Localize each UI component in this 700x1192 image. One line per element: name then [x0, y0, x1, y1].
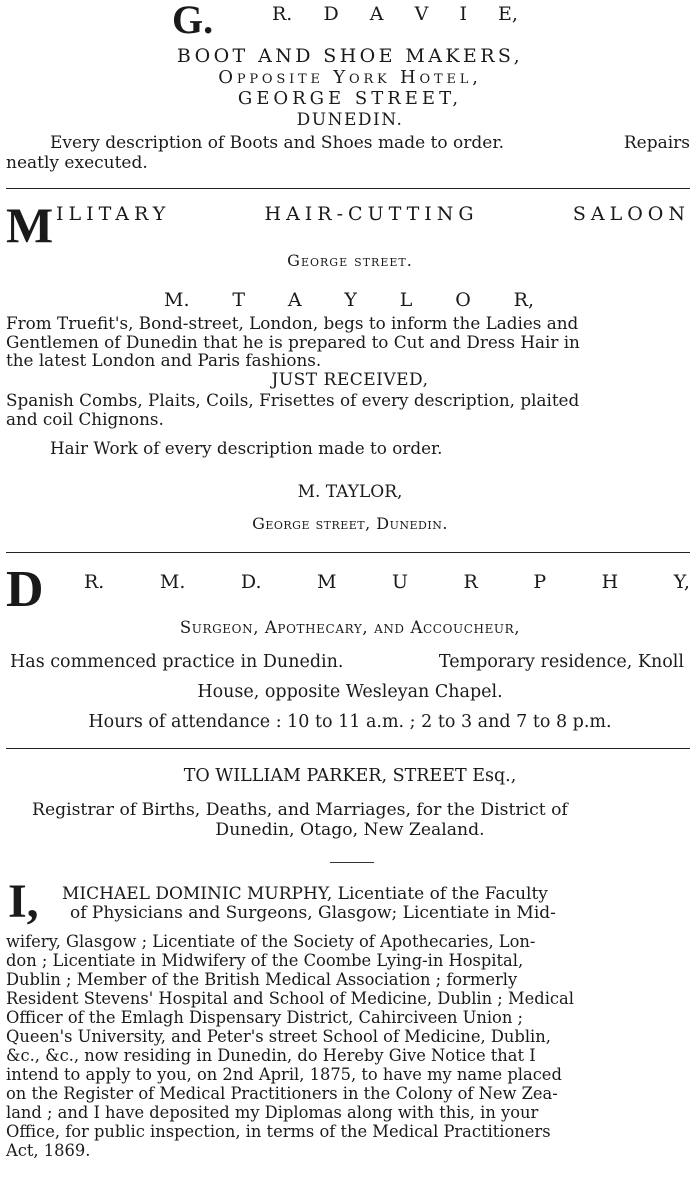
davie-trade: BOOT AND SHOE MAKERS,: [176, 45, 524, 67]
taylor-heading: ILITARY HAIR-CUTTING SALOON: [56, 203, 690, 225]
notice-addressee: TO WILLIAM PARKER, STREET Esq.,: [183, 766, 517, 786]
notice-line-4: don ; Licentiate in Midwifery of the Coombe Lying-in Hospital,: [6, 951, 524, 970]
notice-line-14: Act, 1869.: [6, 1141, 91, 1160]
taylor-para2-line2: and coil Chignons.: [6, 409, 164, 429]
drop-initial-i: I,: [8, 875, 39, 928]
ad-murphy: [0, 556, 700, 748]
murphy-titles: Surgeon, Apothecary, and Accoucheur,: [179, 618, 521, 637]
taylor-name: M. T A Y L O R,: [164, 289, 534, 311]
davie-location: Opposite York Hotel,: [218, 67, 482, 88]
ad-davie: [0, 0, 700, 185]
notice-registrar-line1: Registrar of Births, Deaths, and Marriages, for the District of: [32, 800, 568, 820]
notice-line-13: Office, for public inspection, in terms of the Medical Practitioners: [6, 1122, 551, 1141]
davie-body-line2: neatly executed.: [6, 153, 148, 173]
davie-body-line1: Every description of Boots and Shoes made to order. Repairs: [50, 133, 690, 153]
notice-line-2: of Physicians and Surgeons, Glasgow; Licentiate in Mid-: [70, 903, 556, 923]
notice-registrar-line2: Dunedin, Otago, New Zealand.: [215, 820, 485, 840]
notice-line-10: intend to apply to you, on 2nd April, 1875, to have my name placed: [6, 1065, 562, 1084]
divider: [6, 552, 690, 553]
taylor-para1-line1: From Truefit's, Bond-street, London, begs to inform the Ladies and: [6, 313, 579, 333]
davie-street: GEORGE STREET,: [237, 88, 463, 109]
taylor-para2-line1: Spanish Combs, Plaits, Coils, Frisettes of every description, plaited: [6, 390, 580, 410]
taylor-just-received: JUST RECEIVED,: [271, 370, 429, 390]
taylor-para1-line2: Gentlemen of Dunedin that he is prepared to Cut and Dress Hair in: [6, 332, 580, 352]
divider: [6, 188, 690, 189]
murphy-name: R. M. D. M U R P H Y,: [84, 571, 690, 593]
ad-taylor: [0, 190, 700, 548]
notice-line-3: wifery, Glasgow ; Licentiate of the Society of Apothecaries, Lon-: [6, 932, 536, 951]
taylor-hair-work: Hair Work of every description made to order.: [50, 438, 443, 458]
drop-initial-d: D: [6, 561, 44, 618]
notice-line-6: Resident Stevens' Hospital and School of Medicine, Dublin ; Medical: [6, 989, 574, 1008]
murphy-line1: Has commenced practice in Dunedin. Temporary residence, Knoll: [10, 652, 684, 672]
notice-line-1: MICHAEL DOMINIC MURPHY, Licentiate of the Faculty: [62, 884, 548, 904]
notice-line-11: on the Register of Medical Practitioners in the Colony of New Zea-: [6, 1084, 558, 1103]
drop-initial-g: G.: [172, 0, 214, 42]
taylor-para1-line3: the latest London and Paris fashions.: [6, 350, 322, 370]
notice-line-12: land ; and I have deposited my Diplomas along with this, in your: [6, 1103, 539, 1122]
davie-city: DUNEDIN.: [296, 110, 404, 130]
notice-line-8: Queen's University, and Peter's street School of Medicine, Dublin,: [6, 1027, 551, 1046]
divider: [6, 748, 690, 749]
drop-initial-m: M: [6, 197, 54, 253]
taylor-signature: M. TAYLOR,: [297, 482, 403, 502]
taylor-street: George street.: [287, 251, 413, 270]
ad-registrar-notice: [0, 752, 700, 1192]
notice-line-9: &c., &c., now residing in Dunedin, do Hereby Give Notice that I: [6, 1046, 536, 1065]
notice-line-7: Officer of the Emlagh Dispensary District, Cahirciveen Union ;: [6, 1008, 523, 1027]
davie-name: R. D A V I E,: [272, 3, 518, 25]
taylor-address: George street, Dunedin.: [252, 514, 448, 533]
notice-line-5: Dublin ; Member of the British Medical Association ; formerly: [6, 970, 518, 989]
short-divider: [330, 862, 374, 863]
murphy-line2: House, opposite Wesleyan Chapel.: [197, 682, 503, 702]
murphy-hours: Hours of attendance : 10 to 11 a.m. ; 2 to 3 and 7 to 8 p.m.: [88, 712, 612, 732]
